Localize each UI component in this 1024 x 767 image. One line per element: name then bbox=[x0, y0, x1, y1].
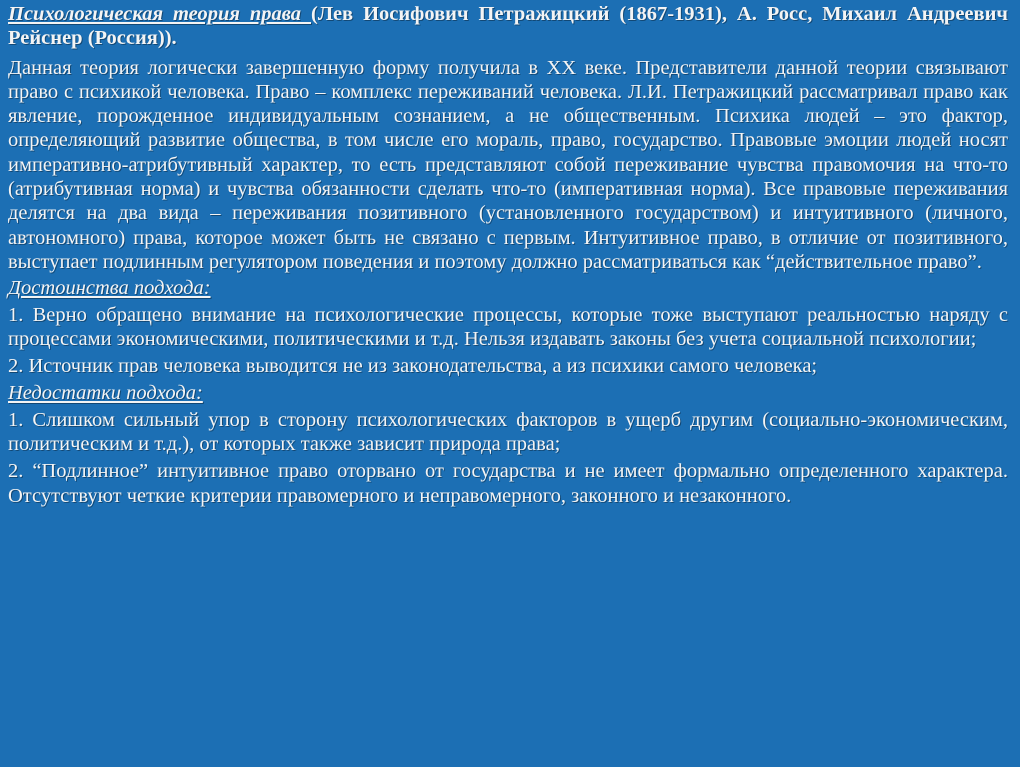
title-lead: Психологическая теория права bbox=[8, 3, 311, 25]
advantages-heading: Достоинства подхода: bbox=[8, 277, 211, 300]
disadvantage-item-2: 2. “Подлинное” интуитивное право оторвано от государства и не имеет формально определенного характера. Отсутствуют четкие критерии правомерного и неправомерного, законного и незаконного. bbox=[8, 460, 1008, 507]
intro-paragraph: Данная теория логически завершенную форму получила в ХХ веке. Представители данной теории связывают право с психикой человека. Право – комплекс переживаний человека. Л.И. Петражицкий рассматривал право как явление, порожденное индивидуальным сознанием, а не общественным. Психика людей – это фактор, определяющий развитие общества, в том числе его мораль, право, государство. Правовые эмоции людей носят императивно-атрибутивный характер, то есть представляют собой переживание чувства правомочия на что-то (атрибутивная норма) и чувства обязанности сделать что-то (императивная норма). Все правовые переживания делятся на два вида – переживания позитивного (установленного государством) и интуитивного (личного, автономного) права, которое может быть не связано с первым. Интуитивное право, в отличие от позитивного, выступает подлинным регулятором поведения и поэтому должно рассматриваться как “действительное право”. bbox=[8, 56, 1008, 273]
slide-content bbox=[8, 2, 1008, 511]
slide-edge bbox=[1020, 0, 1024, 767]
advantage-item-1: 1. Верно обращено внимание на психологические процессы, которые тоже выступают реальностью наряду с процессами экономическими, политическими и т.д. Нельзя издавать законы без учета социальной психологии; bbox=[8, 303, 1008, 350]
disadvantages-heading: Недостатки подхода: bbox=[8, 382, 203, 405]
disadvantage-item-1: 1. Слишком сильный упор в сторону психологических факторов в ущерб другим (социально-экономическим, политическим и т.д.), от которых также зависит природа права; bbox=[8, 408, 1008, 456]
advantage-item-2: 2. Источник прав человека выводится не из законодательства, а из психики самого человека; bbox=[8, 355, 818, 378]
title-authors: (Лев Иосифович Петражицкий (1867-1931), А. Росс, Михаил Андреевич Рейснер (Россия)). bbox=[8, 3, 1008, 50]
slide-title bbox=[8, 2, 1008, 51]
